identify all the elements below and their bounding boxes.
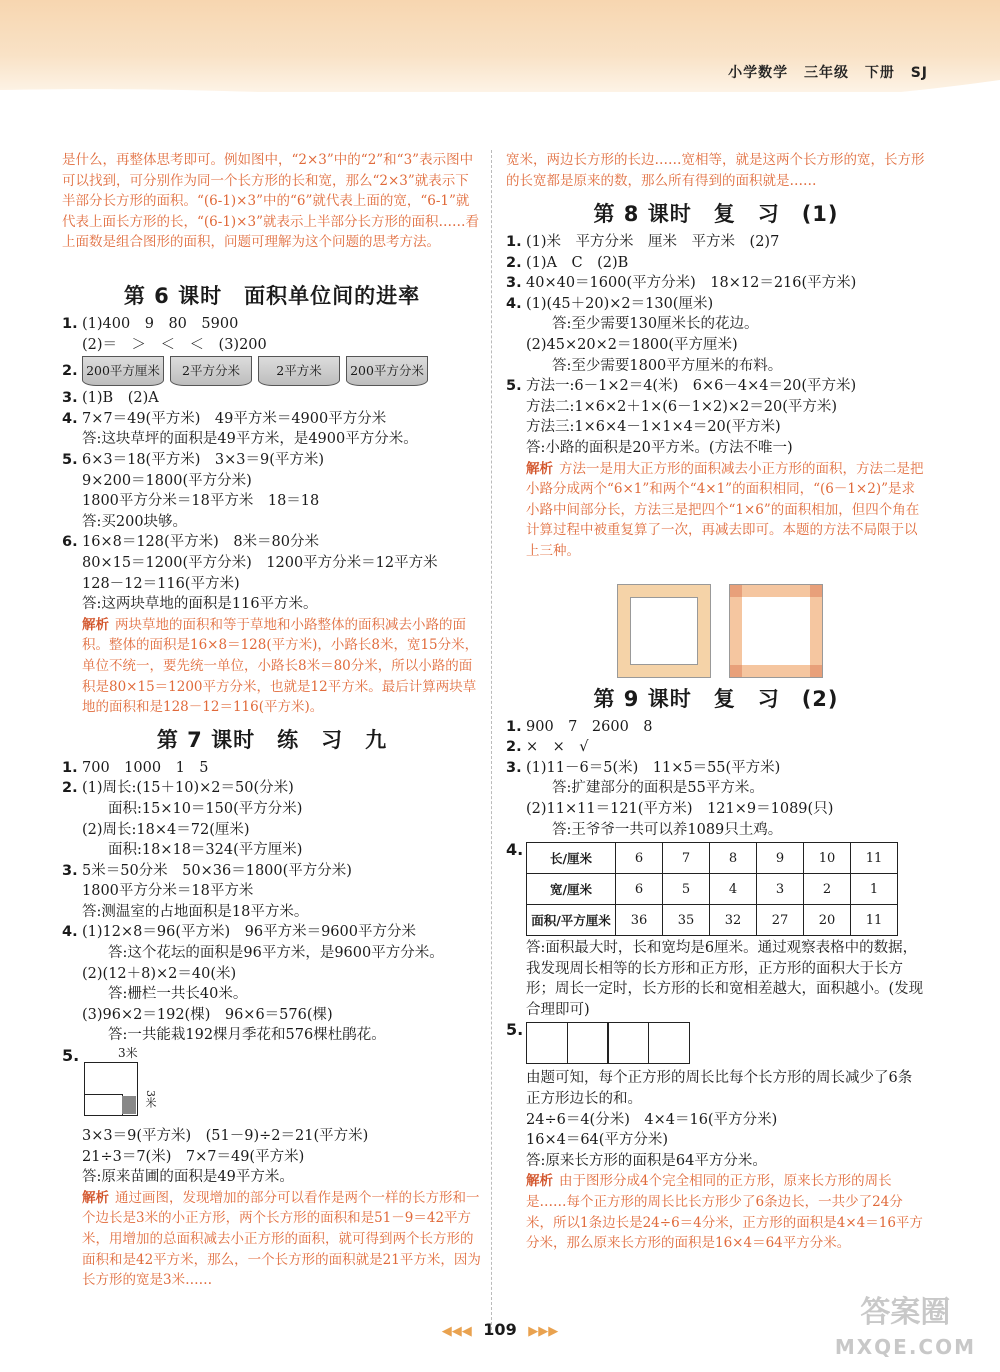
answer-text: 3×3＝9(平方米) (51－9)÷2＝21(平方米) (82, 1128, 369, 1145)
square-box (567, 1022, 609, 1064)
analysis-tag: 解析 (526, 1173, 553, 1190)
unit-stamp: 200平方厘米 (82, 356, 164, 386)
data-table (526, 842, 898, 936)
analysis-note (62, 615, 482, 718)
table-cell: 11 (851, 905, 898, 936)
path-corner (810, 665, 822, 677)
answer-text: 答:测温室的占地面积是18平方米。 (82, 903, 309, 920)
analysis-note (506, 459, 926, 583)
analysis-note (506, 1171, 926, 1295)
left-column (62, 150, 482, 1312)
table-cell: 4 (710, 874, 757, 905)
row-header: 面积/平方厘米 (527, 905, 616, 936)
answer-text: (1)11－6＝5(米) 11×5＝55(平方米) (526, 759, 781, 776)
question-number: 5. (62, 1046, 80, 1066)
answer-text: 答:栅栏一共长40米。 (108, 986, 248, 1003)
answer-text: 答:一共能栽192棵月季花和576棵杜鹃花。 (108, 1027, 386, 1044)
answer-text: (1)B (2)A (82, 390, 159, 407)
path-corner (730, 665, 742, 677)
question-5-figure-row (62, 1046, 482, 1126)
question-number: 1. (62, 759, 78, 776)
square-boxes-figure (526, 1022, 688, 1064)
table-cell: 7 (663, 843, 710, 874)
path-figure-a (618, 585, 710, 677)
answer-text: 5米＝50分米 50×36＝1800(平方分米) (82, 862, 352, 879)
answer-text: 方法三:1×6×4－1×1×4＝20(平方米) (526, 419, 781, 436)
table-row (527, 905, 898, 936)
answer-text: 答:买200块够。 (82, 513, 188, 530)
answer-text: 面积:18×18＝324(平方厘米) (108, 842, 303, 859)
answer-text: 答:面积最大时，长和宽均是6厘米。通过观察表格中的数据，我发现周长相等的长方形和正方形，正方形的面积大于长方形；周长一定时，长方形的长和宽相差越大，面积越小。(发现合理即可) (526, 940, 924, 1018)
analysis-text: 通过画图，发现增加的部分可以看作是两个一样的长方形和一个边长是3米的小正方形，两个长方形的面积和是51－9＝42平方米，用增加的总面积减去小正方形的面积，就可得到两个长方形的面积和是42平方米，那么，一个长方形的面积就是21平方米，因为长方形的宽是3米…… (82, 1189, 481, 1289)
table-cell: 5 (663, 874, 710, 905)
analysis-text: 由于图形分成4个完全相同的正方形，原来长方形的周长是……每个正方形的周长比长方形少了6条边长，一共少了24分米，所以1条边长是24÷6＝4分米，正方形的面积是4×4＝16平方分米，那么原来长方形的面积是16×4＝64平方分米。 (526, 1173, 923, 1252)
analysis-text: 方法一是用大正方形的面积减去小正方形的面积，方法二是把小路分成两个“6×1”和两个“4×1”的面积相同，“(6－1×2)”是求小路中间部分长，方法三是把四个“1×6”的面积相加，但四个角在计算过程中被重复算了一次，再减去即可。本题的方法不局限于以上三种。 (526, 460, 924, 559)
table-cell: 32 (710, 905, 757, 936)
question-5-figure-row (506, 1020, 926, 1068)
table-cell: 3 (757, 874, 804, 905)
analysis-tag: 解析 (526, 460, 553, 477)
unit-stamp: 2平方米 (258, 356, 340, 386)
table-cell: 1 (851, 874, 898, 905)
question-number: 5. (506, 378, 522, 395)
right-arrows-icon: ▶▶▶ (528, 1324, 559, 1339)
answer-text: (1)12×8＝96(平方米) 96平方米＝9600平方分米 (82, 924, 416, 941)
table-cell: 36 (616, 905, 663, 936)
question-number: 1. (506, 718, 522, 735)
column-divider (491, 150, 492, 1330)
top-note: 宽米，两边长方形的长边……宽相等，就是这两个长方形的宽，长方形的长宽都是原来的数，那么所有得到的面积就是…… (506, 152, 925, 189)
question-number: 4. (506, 840, 524, 860)
unit-stamp: 200平方分米 (346, 356, 428, 386)
header-banner (0, 0, 1000, 92)
path-corner (810, 585, 822, 597)
table-cell: 8 (710, 843, 757, 874)
question-4-table-row (506, 840, 926, 938)
book-info: 小学数学 三年级 下册 SJ (728, 65, 928, 81)
answer-text: 128－12＝116(平方米) (82, 575, 240, 592)
square-box (648, 1022, 690, 1064)
answer-text: 7×7＝49(平方米) 49平方米＝4900平方分米 (82, 410, 387, 427)
answer-text: 由题可知，每个正方形的周长比每个长方形的周长减少了6条正方形边长的和。 (526, 1070, 913, 1108)
table-row (527, 843, 898, 874)
answer-text: 答:扩建部分的面积是55平方米。 (552, 780, 764, 797)
answer-text: (2)周长:18×4＝72(厘米) (82, 821, 250, 838)
question-number: 4. (62, 924, 78, 941)
stamp-row (82, 356, 428, 386)
question-number: 5. (62, 451, 78, 468)
question-number: 4. (62, 410, 78, 427)
answer-text: 答:至少需要130厘米长的花边。 (552, 316, 759, 333)
row-header: 长/厘米 (527, 843, 616, 874)
answer-text: 1800平方分米＝18平方米 18＝18 (82, 493, 320, 510)
path-corner (730, 585, 742, 597)
question-number: 3. (62, 390, 78, 407)
table-cell: 9 (757, 843, 804, 874)
answer-text: (1)周长:(15＋10)×2＝50(分米) (82, 780, 294, 797)
garden-figure (84, 1046, 174, 1126)
watermark-main: 答案圈 (860, 1295, 951, 1330)
answer-text: 答:至少需要1800平方厘米的布料。 (552, 357, 783, 374)
answer-text: 1800平方分米＝18平方米 (82, 883, 254, 900)
answer-text: 方法二:1×6×2＋1×(6－1×2)×2＝20(平方米) (526, 398, 838, 415)
square-box (607, 1022, 649, 1064)
question-number: 6. (62, 534, 78, 551)
answer-text: (1)米 平方分米 厘米 平方米 (2)7 (526, 234, 780, 250)
left-arrows-icon: ◀◀◀ (441, 1324, 472, 1339)
row-header: 宽/厘米 (527, 874, 616, 905)
answer-text: 答:这块草坪的面积是49平方米，是4900平方分米。 (82, 431, 418, 448)
answer-text: 答:原来苗圃的面积是49平方米。 (82, 1169, 294, 1186)
square-box (526, 1022, 568, 1064)
path-figures (618, 585, 926, 677)
page-number: 109 (483, 1320, 517, 1339)
answer-text: 9×200＝1800(平方分米) (82, 472, 252, 489)
answer-text: 700 1000 1 5 (82, 759, 209, 776)
answer-text: (2)45×20×2＝1800(平方厘米) (526, 336, 738, 353)
answer-text: 答:王爷爷一共可以养1089只土鸡。 (552, 821, 783, 838)
intro-note: 是什么，再整体思考即可。例如图中，“2×3”中的“2”和“3”表示图中可以找到，可分别作为同一个长方形的长和宽，那么“2×3”就表示下半部分长方形的面积。“(6-1)×3”中的“6”就代表上面的宽，“6-1”就代表上面长方形的长，“(6-1)×3”就表示上半部分长方形的面积……看上面数是组合图形的面积，问题可理解为这个问题的思考方法。 (62, 152, 479, 251)
table-cell: 10 (804, 843, 851, 874)
table-cell: 35 (663, 905, 710, 936)
small-square-fill (122, 1096, 136, 1114)
question-number: 2. (62, 363, 78, 380)
figure-top-label: 3米 (118, 1046, 138, 1061)
table-cell: 2 (804, 874, 851, 905)
question-number: 5. (506, 1020, 524, 1040)
question-number: 1. (62, 316, 78, 332)
garden-inner-line (84, 1094, 123, 1115)
answer-text: 40×40＝1600(平方分米) 18×12＝216(平方米) (526, 275, 857, 292)
answer-text: 6×3＝18(平方米) 3×3＝9(平方米) (82, 451, 325, 468)
answer-text: 24÷6＝4(分米) 4×4＝16(平方分米) (526, 1111, 778, 1128)
answer-text: (2)11×11＝121(平方米) 121×9＝1089(只) (526, 800, 834, 817)
watermark-logo (835, 1296, 976, 1364)
analysis-note (62, 1188, 482, 1312)
answer-text: 答:这个花坛的面积是96平方米，是9600平方分米。 (108, 945, 444, 962)
answer-text: 方法一:6－1×2＝4(米) 6×6－4×4＝20(平方米) (526, 378, 857, 395)
answer-text: 21÷3＝7(米) 7×7＝49(平方米) (82, 1148, 305, 1165)
analysis-tag: 解析 (82, 616, 109, 633)
lesson-8-title: 第 8 课时 复 习 (1) (593, 202, 839, 226)
table-cell: 20 (804, 905, 851, 936)
question-number: 3. (506, 759, 522, 776)
lesson-6-title: 第 6 课时 面积单位间的进率 (123, 284, 421, 308)
answer-text: 面积:15×10＝150(平方分米) (108, 800, 303, 817)
table-cell: 27 (757, 905, 804, 936)
answer-text: (3)96×2＝192(棵) 96×6＝576(棵) (82, 1006, 333, 1023)
answer-text: (1)(45＋20)×2＝130(厘米) (526, 295, 714, 312)
analysis-text: 两块草地的面积和等于草地和小路整体的面积减去小路的面积。整体的面积是16×8＝128(平方米)，小路长8米，宽15分米，单位不统一，要先统一单位，小路长8米＝80分米，所以小路的面积是80×15＝1200平方分米，也就是12平方米。最后计算两块草地的面积和是128－12＝116(平方米)。 (82, 616, 479, 716)
question-number: 1. (506, 234, 522, 250)
path-inner-a (630, 597, 698, 665)
right-column (506, 150, 926, 1295)
question-number: 3. (506, 275, 522, 292)
question-number: 2. (506, 739, 522, 756)
figure-side-label: 3米 (144, 1090, 157, 1109)
answer-text: 答:小路的面积是20平方米。(方法不唯一) (526, 439, 793, 456)
answer-text: 900 7 2600 8 (526, 718, 653, 735)
table-row (527, 874, 898, 905)
answer-text: 16×4＝64(平方分米) (526, 1132, 669, 1149)
unit-stamp: 2平方分米 (170, 356, 252, 386)
answer-text: 答:这两块草地的面积是116平方米。 (82, 596, 318, 613)
answer-text: (1)A C (2)B (526, 254, 629, 271)
question-number: 2. (506, 254, 522, 271)
lesson-9-title: 第 9 课时 复 习 (2) (593, 686, 839, 711)
watermark-sub: MXQE.COM (834, 1335, 976, 1359)
answer-text: 80×15＝1200(平方分米) 1200平方分米＝12平方米 (82, 554, 438, 571)
question-number: 2. (62, 780, 78, 797)
answer-text: 答:原来长方形的面积是64平方分米。 (526, 1152, 767, 1169)
answer-text: (2)(12＋8)×2＝40(米) (82, 965, 237, 982)
question-number: 3. (62, 862, 78, 879)
answer-text: (2)＝ ＞ ＜ ＜ (3)200 (82, 336, 267, 353)
analysis-tag: 解析 (82, 1189, 109, 1206)
answer-text: 16×8＝128(平方米) 8米＝80分米 (82, 534, 319, 551)
table-cell: 6 (616, 843, 663, 874)
answer-text: × × √ (526, 739, 589, 756)
table-cell: 11 (851, 843, 898, 874)
question-number: 4. (506, 295, 522, 312)
path-figure-b (730, 585, 822, 677)
lesson-7-title: 第 7 课时 练 习 九 (156, 727, 388, 752)
answer-text: (1)400 9 80 5900 (82, 316, 239, 332)
table-cell: 6 (616, 874, 663, 905)
